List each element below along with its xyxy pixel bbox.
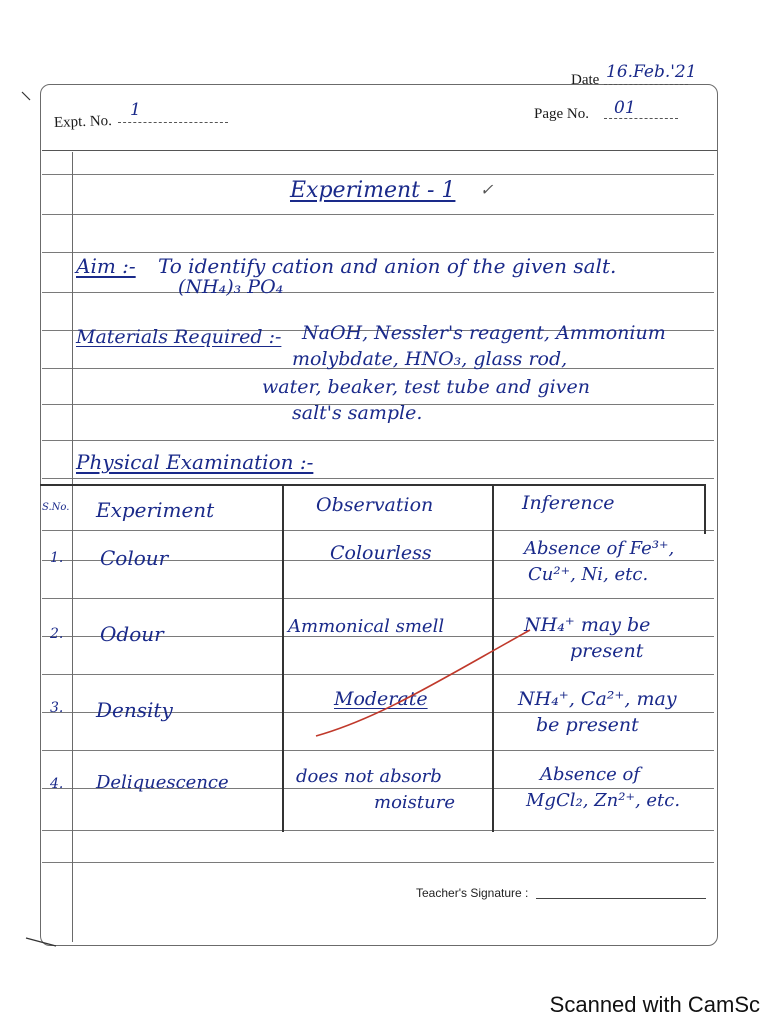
teacher-signature-label: Teacher's Signature : — [416, 886, 529, 900]
row-inference: Cu²⁺, Ni, etc. — [528, 564, 649, 585]
materials-line: salt's sample. — [292, 402, 423, 424]
materials-line: water, beaker, test tube and given — [262, 376, 590, 398]
row-observation: Moderate — [334, 688, 428, 710]
signature-line — [536, 898, 706, 899]
row-observation: Colourless — [330, 542, 432, 564]
row-experiment: Odour — [100, 622, 164, 646]
expt-no-label: Expt. No. — [53, 112, 113, 132]
date-label: Date — [571, 72, 600, 88]
table-header-inference: Inference — [522, 492, 615, 514]
aim-text: To identify cation and anion of the given salt. — [158, 254, 617, 278]
row-experiment: Density — [96, 698, 173, 722]
section-heading: Physical Examination :- — [76, 450, 314, 474]
row-inference: MgCl₂, Zn²⁺, etc. — [526, 790, 681, 811]
row-observation: does not absorb — [296, 766, 442, 787]
row-inference: NH₄⁺ may be — [524, 614, 651, 636]
experiment-title: Experiment - 1 — [290, 178, 456, 203]
scanner-watermark: Scanned with CamSc — [549, 992, 760, 1017]
date-value: 16.Feb.'21 — [606, 62, 697, 82]
row-inference: be present — [536, 714, 639, 736]
page-no-label: Page No. — [534, 106, 589, 122]
row-observation: Ammonical smell — [288, 616, 445, 637]
aim-formula: (NH₄)₃ PO₄ — [178, 276, 284, 298]
row-sno: 1. — [50, 550, 64, 566]
check-mark: ✓ — [480, 180, 494, 199]
row-inference: Absence of Fe³⁺, — [524, 538, 675, 559]
row-experiment: Deliquescence — [96, 772, 229, 793]
row-inference: Absence of — [540, 764, 640, 785]
row-sno: 4. — [50, 776, 64, 792]
row-experiment: Colour — [100, 546, 169, 570]
table-header-observation: Observation — [316, 494, 434, 516]
expt-no-value: 1 — [130, 100, 141, 120]
materials-line: molybdate, HNO₃, glass rod, — [292, 348, 568, 370]
row-sno: 2. — [50, 626, 64, 642]
row-inference: present — [570, 640, 644, 662]
page-no-value: 01 — [614, 98, 636, 118]
row-sno: 3. — [50, 700, 64, 716]
table-header-sno: S.No. — [42, 502, 70, 513]
aim-label: Aim :- — [76, 254, 136, 278]
row-inference: NH₄⁺, Ca²⁺, may — [518, 688, 677, 710]
row-observation: moisture — [374, 792, 455, 813]
materials-line: NaOH, Nessler's reagent, Ammonium — [302, 322, 666, 344]
materials-label: Materials Required :- — [76, 326, 282, 348]
table-header-experiment: Experiment — [96, 498, 215, 522]
